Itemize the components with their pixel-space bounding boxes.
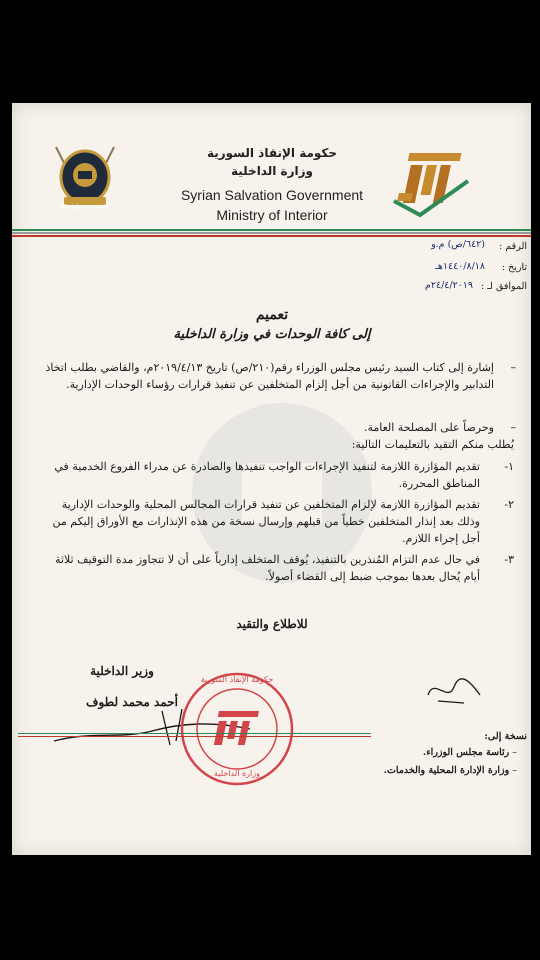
corresponding-value: ٢٤/٤/٢٠١٩م bbox=[424, 280, 473, 291]
item-text: تقديم المؤازرة اللازمة لتنفيذ الإجراءات الواجب تنفيذها والصادرة عن مدراء الفروع الخدمية في المناطق المحررة. bbox=[54, 460, 480, 490]
copy-item-text: رئاسة مجلس الوزراء. bbox=[422, 747, 510, 758]
ministry-emblem bbox=[50, 145, 120, 213]
paragraph-3: يُطلب منكم التقيد بالتعليمات التالية: bbox=[351, 438, 514, 451]
official-seal bbox=[179, 671, 295, 787]
paragraph-1-text: إشارة إلى كتاب السيد رئيس مجلس الوزراء رقم(٢١٠/ص) تاريخ ٢٠١٩/٤/١٣م، والقاضي بطلب اتخاذ التدابير والإجراءات القانونية من أجل إلزام المتخلفين عن تنفيذ قرارات رؤساء الوحدات الإدارية. bbox=[45, 361, 494, 391]
item-text: تقديم المؤازرة اللازمة لإلزام المتخلفين عن تنفيذ قرارات المجالس المحلية والوحدات الإدارية وذلك بعد إنذار المتخلفين خطياً من قبلهم وإرسال نسخة من هذه الإنذارات مع الأوراق إليكم من أجل إجراء اللازم. bbox=[52, 498, 480, 545]
instruction-item-3 bbox=[40, 551, 514, 585]
document-subtitle: إلى كافة الوحدات في وزارة الداخلية bbox=[173, 327, 371, 342]
item-text: في حال عدم التزام المُنذرين بالتنفيذ، يُوقف المتخلف إدارياً على أن لا تتجاوز مدة التوقيف ثلاثة أيام يُحال بعدها بموجب ضبط إلى القضاء أصولاً. bbox=[54, 553, 480, 583]
ministry-name-en: Ministry of Interior bbox=[216, 207, 328, 223]
item-number: ٢- bbox=[504, 498, 514, 511]
signer-title: وزير الداخلية bbox=[90, 664, 154, 678]
item-number: ١- bbox=[504, 460, 514, 473]
header-stripe-green bbox=[12, 229, 531, 231]
bullet-dash: – bbox=[510, 421, 516, 434]
instruction-item-1 bbox=[40, 458, 514, 492]
emblem-caption: Ministry Interior bbox=[61, 204, 109, 211]
ref-value: (٦٤٢/ص) م.و bbox=[431, 239, 485, 250]
copies-label: نسخة إلى: bbox=[484, 731, 527, 742]
paragraph-2 bbox=[40, 419, 516, 436]
footer-stripe-red bbox=[18, 736, 371, 737]
document-title: تعميم bbox=[255, 307, 289, 323]
header-stripe-gray bbox=[12, 232, 531, 234]
initials-scribble bbox=[424, 673, 484, 709]
footer-stripe-green bbox=[18, 733, 371, 734]
ministry-name-ar: وزارة الداخلية bbox=[230, 164, 314, 178]
instruction-item-2 bbox=[40, 496, 514, 547]
signer-name: أحمد محمد لطوف bbox=[86, 695, 178, 709]
copy-item-text: وزارة الإدارة المحلية والخدمات. bbox=[383, 765, 510, 776]
paragraph-2-text: وحرصاً على المصلحة العامة. bbox=[363, 421, 494, 434]
paragraph-1 bbox=[40, 359, 516, 393]
copy-item-1 bbox=[423, 747, 517, 758]
government-logo bbox=[390, 141, 470, 221]
government-name-en: Syrian Salvation Government bbox=[180, 187, 364, 203]
copy-item-2 bbox=[384, 765, 517, 776]
seal-text-top: حكومة الإنقاذ السورية bbox=[200, 675, 274, 684]
bullet-dash: – bbox=[509, 747, 517, 758]
corresponding-label: الموافق لـ : bbox=[481, 281, 527, 292]
document-page bbox=[12, 103, 531, 855]
header-stripe-red bbox=[12, 235, 531, 237]
bullet-dash: – bbox=[509, 765, 517, 776]
date-value: ١٤٤٠/٨/١٨هـ bbox=[435, 261, 485, 272]
date-label: تاريخ : bbox=[501, 262, 527, 273]
government-name-ar: حكومة الإنقاذ السورية bbox=[206, 146, 338, 160]
seal-text-bottom: وزارة الداخلية bbox=[214, 769, 260, 778]
bullet-dash: – bbox=[510, 361, 516, 374]
item-number: ٣- bbox=[504, 553, 514, 566]
closing-line: للاطلاع والتقيد bbox=[236, 617, 308, 631]
ref-label: الرقم : bbox=[499, 241, 527, 252]
